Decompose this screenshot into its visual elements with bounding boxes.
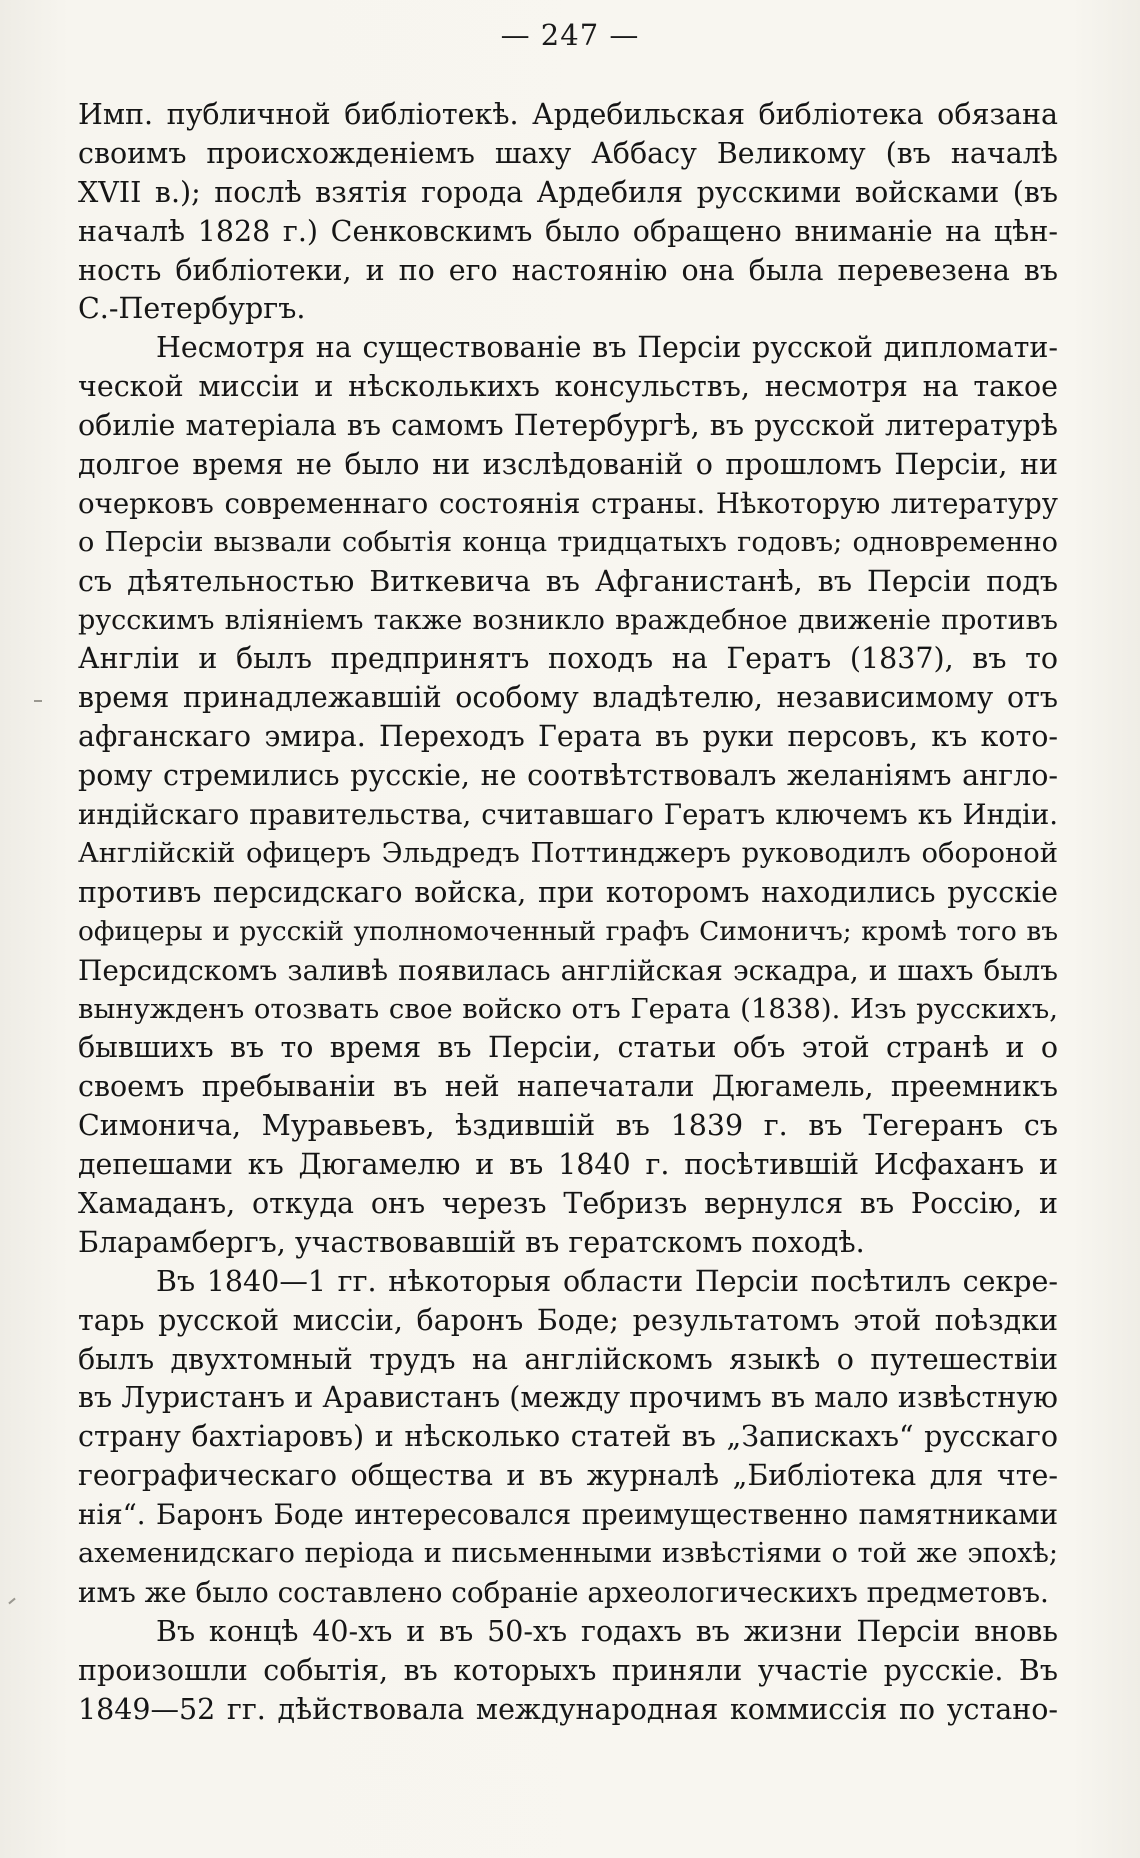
text-line: Хамаданъ, откуда онъ черезъ Тебризъ вернулся въ Россію, и	[78, 1186, 1058, 1220]
text-line: ахеменидскаго періода и письменными извѣстіями о той же эпохѣ;	[78, 1537, 1058, 1569]
body-text	[78, 96, 1058, 1729]
text-line: нія“. Баронъ Боде интересовался преимущественно памятниками	[78, 1498, 1058, 1532]
text-line: имъ же было составлено собраніе археологическихъ предметовъ.	[78, 1575, 1049, 1609]
margin-mark	[8, 1598, 15, 1605]
text-line: русскимъ вліяніемъ также возникло враждебное движеніе противъ	[78, 604, 1058, 636]
text-line: очерковъ современнаго состоянія страны. Нѣкоторую литературу	[78, 486, 1058, 520]
text-line: Бларамбергъ, участвовавшій въ гератскомъ походѣ.	[78, 1225, 865, 1259]
paragraph-first-line: Въ концѣ 40-хъ и въ 50-хъ годахъ въ жизни Персіи вновь	[156, 1614, 1058, 1648]
text-line: вынужденъ отозвать свое войско отъ Герата (1838). Изъ русскихъ,	[78, 993, 1058, 1026]
text-line: произошли событія, въ которыхъ приняли участіе русскіе. Въ	[78, 1653, 1058, 1687]
text-line: Имп. публичной библіотекѣ. Ардебильская библіотека обязана	[78, 98, 1058, 131]
text-line: съ дѣятельностью Виткевича въ Афганистанѣ, въ Персіи подъ	[78, 564, 1058, 598]
text-line: страну бахтіаровъ) и нѣсколько статей въ „Запискахъ“ русскаго	[78, 1420, 1058, 1454]
paragraph-first-line: Въ 1840—1 гг. нѣкоторыя области Персіи посѣтилъ секре-	[156, 1264, 1058, 1298]
text-line: своемъ пребываніи въ ней напечатали Дюгамель, преемникъ	[78, 1070, 1058, 1104]
text-line: индійскаго правительства, считавшаго Гератъ ключемъ къ Индіи.	[78, 798, 1058, 832]
text-line: о Персіи вызвали событія конца тридцатыхъ годовъ; одновременно	[78, 526, 1058, 558]
text-line: противъ персидскаго войска, при которомъ находились русскіе	[78, 875, 1058, 909]
text-line: географическаго общества и въ журналѣ „Библіотека для чте-	[78, 1459, 1058, 1493]
text-line: время принадлежавшій особому владѣтелю, независимому отъ	[78, 681, 1058, 715]
text-line: началѣ 1828 г.) Сенковскимъ было обращено вниманіе на цѣн-	[78, 214, 1058, 248]
text-line: тарь русской миссіи, баронъ Боде; результатомъ этой поѣздки	[78, 1303, 1058, 1337]
text-line: Англійскій офицеръ Эльдредъ Поттинджеръ руководилъ обороной	[78, 837, 1058, 869]
text-line: Персидскомъ заливѣ появилась англійская эскадра, и шахъ былъ	[78, 953, 1058, 987]
text-line: 1849—52 гг. дѣйствовала международная коммиссія по устано-	[78, 1692, 1058, 1726]
text-line: былъ двухтомный трудъ на англійскомъ языкѣ о путешествіи	[78, 1342, 1058, 1376]
text-line: афганскаго эмира. Переходъ Герата въ руки персовъ, къ кото-	[78, 720, 1058, 754]
text-line: обиліе матеріала въ самомъ Петербургѣ, въ русской литературѣ	[78, 409, 1058, 443]
text-line: С.-Петербургъ.	[78, 292, 306, 326]
text-line: долгое время не было ни изслѣдованій о прошломъ Персіи, ни	[78, 448, 1058, 482]
text-line: Англіи и былъ предпринятъ походъ на Гератъ (1837), въ то	[78, 642, 1058, 676]
page-number: — 247 —	[500, 18, 640, 52]
text-line: ность библіотеки, и по его настоянію она была перевезена въ	[78, 253, 1058, 287]
text-line: рому стремились русскіе, не соотвѣтствовалъ желаніямъ англо-	[78, 759, 1058, 793]
text-line: Симонича, Муравьевъ, ѣздившій въ 1839 г. въ Тегеранъ съ	[78, 1109, 1058, 1143]
text-line: ческой миссіи и нѣсколькихъ консульствъ, несмотря на такое	[78, 370, 1058, 404]
paragraph-first-line: Несмотря на существованіе въ Персіи русской дипломати-	[156, 331, 1058, 365]
text-line: XVII в.); послѣ взятія города Ардебиля русскими войсками (въ	[78, 175, 1058, 209]
text-line: бывшихъ въ то время въ Персіи, статьи объ этой странѣ и о	[78, 1031, 1058, 1065]
text-line: своимъ происхожденіемъ шаху Аббасу Великому (въ началѣ	[78, 136, 1058, 170]
margin-mark	[34, 700, 42, 702]
text-line: депешами къ Дюгамелю и въ 1840 г. посѣтившій Исфаханъ и	[78, 1148, 1058, 1182]
text-line: офицеры и русскій уполномоченный графъ Симоничъ; кромѣ того въ	[78, 915, 1058, 947]
text-line: въ Луристанъ и Аравистанъ (между прочимъ въ мало извѣстную	[78, 1381, 1058, 1415]
